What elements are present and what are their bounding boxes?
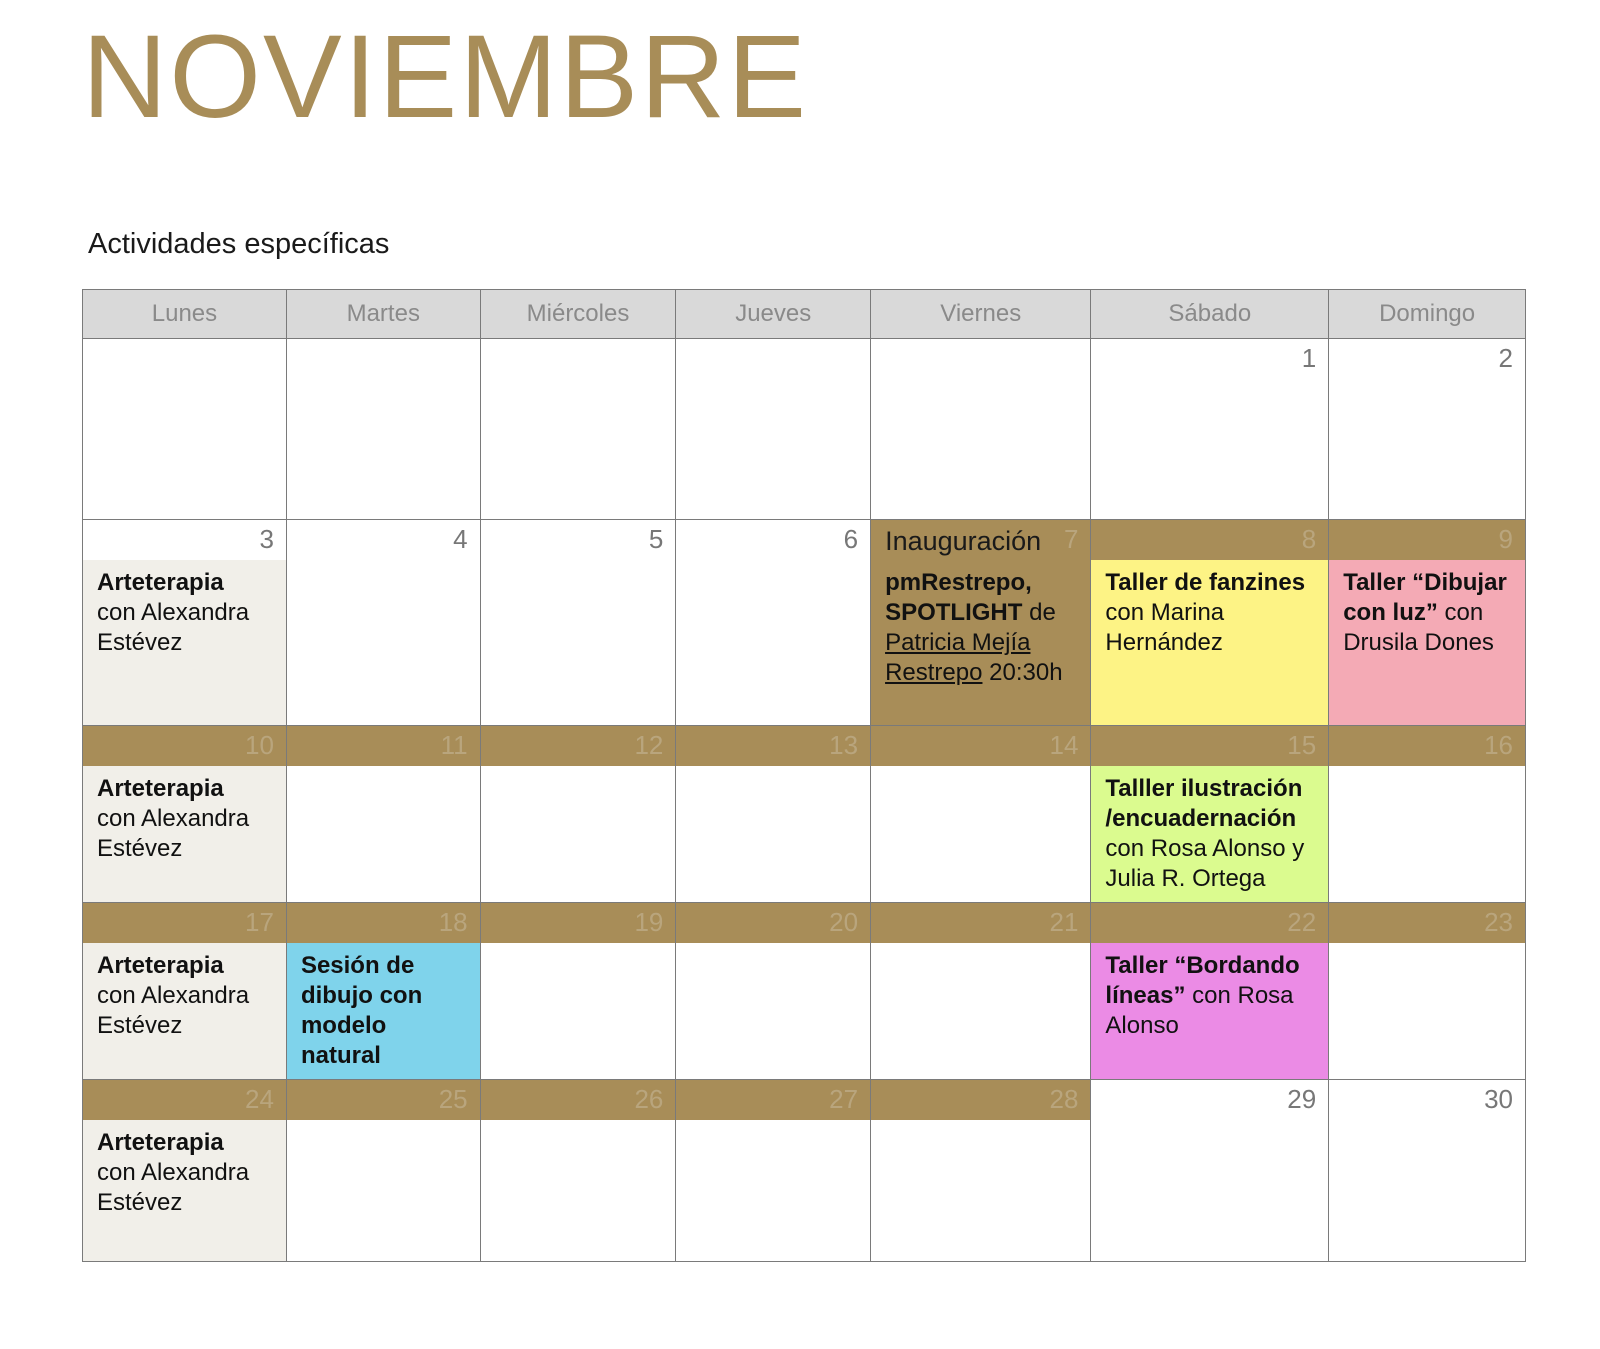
event-fanzines: [1091, 560, 1328, 725]
day-cell: [871, 520, 1091, 726]
day-number: 20: [829, 907, 859, 937]
event-host: con Drusila Dones: [1343, 599, 1494, 656]
day-number: 10: [245, 730, 274, 760]
day-cell: [1091, 903, 1329, 1080]
day-cell: [83, 903, 287, 1080]
day-number: 5: [648, 524, 664, 554]
event-title: SPOTLIGHT: [885, 599, 1023, 626]
day-number: 28: [1049, 1084, 1079, 1114]
event-title: Sesión de dibujo con modelo natural: [300, 952, 423, 1069]
day-number: 9: [1498, 524, 1513, 554]
day-cell: [676, 1080, 871, 1262]
event-title: Arteterapia: [97, 1129, 224, 1156]
day-cell: [1329, 1080, 1526, 1262]
day-cell: [480, 903, 676, 1080]
week-row: [83, 1080, 1526, 1262]
day-cell: [83, 520, 287, 726]
week-row: [83, 520, 1526, 726]
event-arteterapia: [83, 560, 286, 725]
event-host: con Alexandra Estévez: [97, 1159, 250, 1216]
weekday-header: Lunes: [83, 290, 287, 339]
day-number: 26: [634, 1084, 664, 1114]
event-label: Inauguración: [885, 526, 1042, 556]
week-row: [83, 339, 1526, 520]
day-cell-empty: [286, 339, 480, 520]
event-title: Taller “Bordando líneas”: [1105, 952, 1300, 1009]
day-number: 14: [1049, 730, 1079, 760]
day-number: 1: [1301, 343, 1317, 373]
day-number: 17: [245, 907, 274, 937]
weekday-header: Martes: [286, 290, 480, 339]
weekday-header: Jueves: [676, 290, 871, 339]
event-title: Talller ilustración /encuadernación: [1105, 775, 1303, 832]
day-number: 6: [843, 524, 859, 554]
event-host: con Rosa Alonso: [1105, 982, 1294, 1039]
day-cell: [1091, 520, 1329, 726]
day-cell: [480, 726, 676, 903]
day-number: 25: [438, 1084, 468, 1114]
day-cell: [871, 1080, 1091, 1262]
event-title: pmRestrepo,: [885, 569, 1032, 596]
day-cell: [83, 726, 287, 903]
event-time: 20:30h: [989, 659, 1063, 686]
day-cell: [871, 726, 1091, 903]
event-dibujo-modelo: [287, 943, 480, 1079]
day-cell: [676, 520, 871, 726]
day-cell: [871, 903, 1091, 1080]
event-title: Taller “Dibujar con luz”: [1343, 569, 1507, 626]
day-cell-empty: [676, 339, 871, 520]
week-row: [83, 903, 1526, 1080]
event-host: con Alexandra Estévez: [97, 599, 250, 656]
event-title: Arteterapia: [97, 569, 224, 596]
weekday-header-row: [83, 290, 1526, 339]
week-row: [83, 726, 1526, 903]
day-cell-empty: [480, 339, 676, 520]
event-title: Arteterapia: [97, 952, 224, 979]
day-number: 27: [829, 1084, 859, 1114]
day-number: 12: [634, 730, 664, 760]
event-title: Arteterapia: [97, 775, 224, 802]
event-arteterapia: [83, 766, 286, 902]
event-text: de: [1029, 599, 1056, 626]
event-title: Taller de fanzines: [1105, 569, 1306, 596]
day-cell: [1329, 339, 1526, 520]
day-cell: [286, 1080, 480, 1262]
day-cell: [1091, 726, 1329, 903]
day-cell-empty: [83, 339, 287, 520]
event-host: con Rosa Alonso y Julia R. Ortega: [1105, 835, 1305, 892]
section-subtitle: Actividades específicas: [88, 228, 390, 260]
day-number: 18: [438, 907, 468, 937]
day-cell: [1329, 726, 1526, 903]
day-number: 4: [453, 524, 468, 554]
day-number: 15: [1287, 730, 1317, 760]
event-dibujar-con-luz: [1329, 560, 1525, 725]
day-number: 11: [440, 730, 468, 760]
day-number: 8: [1301, 524, 1317, 554]
weekday-header: Viernes: [871, 290, 1091, 339]
day-number: 24: [245, 1084, 274, 1114]
day-number: 22: [1287, 907, 1317, 937]
weekday-header: Domingo: [1329, 290, 1526, 339]
day-number: 2: [1498, 343, 1513, 373]
day-number: 7: [1063, 524, 1079, 554]
day-number: 23: [1484, 907, 1513, 937]
event-host: con Marina Hernández: [1105, 599, 1225, 656]
event-host: con Alexandra Estévez: [97, 982, 250, 1039]
day-cell: [83, 1080, 287, 1262]
day-cell: [480, 1080, 676, 1262]
event-host: con Alexandra Estévez: [97, 805, 250, 862]
weekday-header: Miércoles: [480, 290, 676, 339]
month-title: NOVIEMBRE: [82, 11, 809, 143]
day-number: 21: [1049, 907, 1079, 937]
event-ilustracion-encuadernacion: [1091, 766, 1328, 902]
day-cell: [1329, 520, 1526, 726]
weekday-header: Sábado: [1091, 290, 1329, 339]
day-cell: [1329, 903, 1526, 1080]
day-cell: [1091, 339, 1329, 520]
day-number: 3: [259, 524, 274, 554]
day-number: 13: [829, 730, 859, 760]
day-cell-empty: [871, 339, 1091, 520]
event-arteterapia: [83, 1120, 286, 1261]
event-bordando-lineas: [1091, 943, 1328, 1079]
calendar-table: [82, 289, 1526, 1262]
day-cell: [1091, 1080, 1329, 1262]
day-cell: [286, 903, 480, 1080]
day-number: 29: [1287, 1084, 1317, 1114]
artist-link[interactable]: Patricia Mejía Restrepo: [885, 629, 1031, 686]
event-arteterapia: [83, 943, 286, 1079]
day-number: 19: [634, 907, 664, 937]
day-cell: [676, 726, 871, 903]
day-cell: [286, 726, 480, 903]
day-cell: [286, 520, 480, 726]
day-number: 16: [1484, 730, 1513, 760]
day-cell: [480, 520, 676, 726]
day-number: 30: [1484, 1084, 1513, 1114]
day-cell: [676, 903, 871, 1080]
event-inauguration: [871, 560, 1090, 725]
